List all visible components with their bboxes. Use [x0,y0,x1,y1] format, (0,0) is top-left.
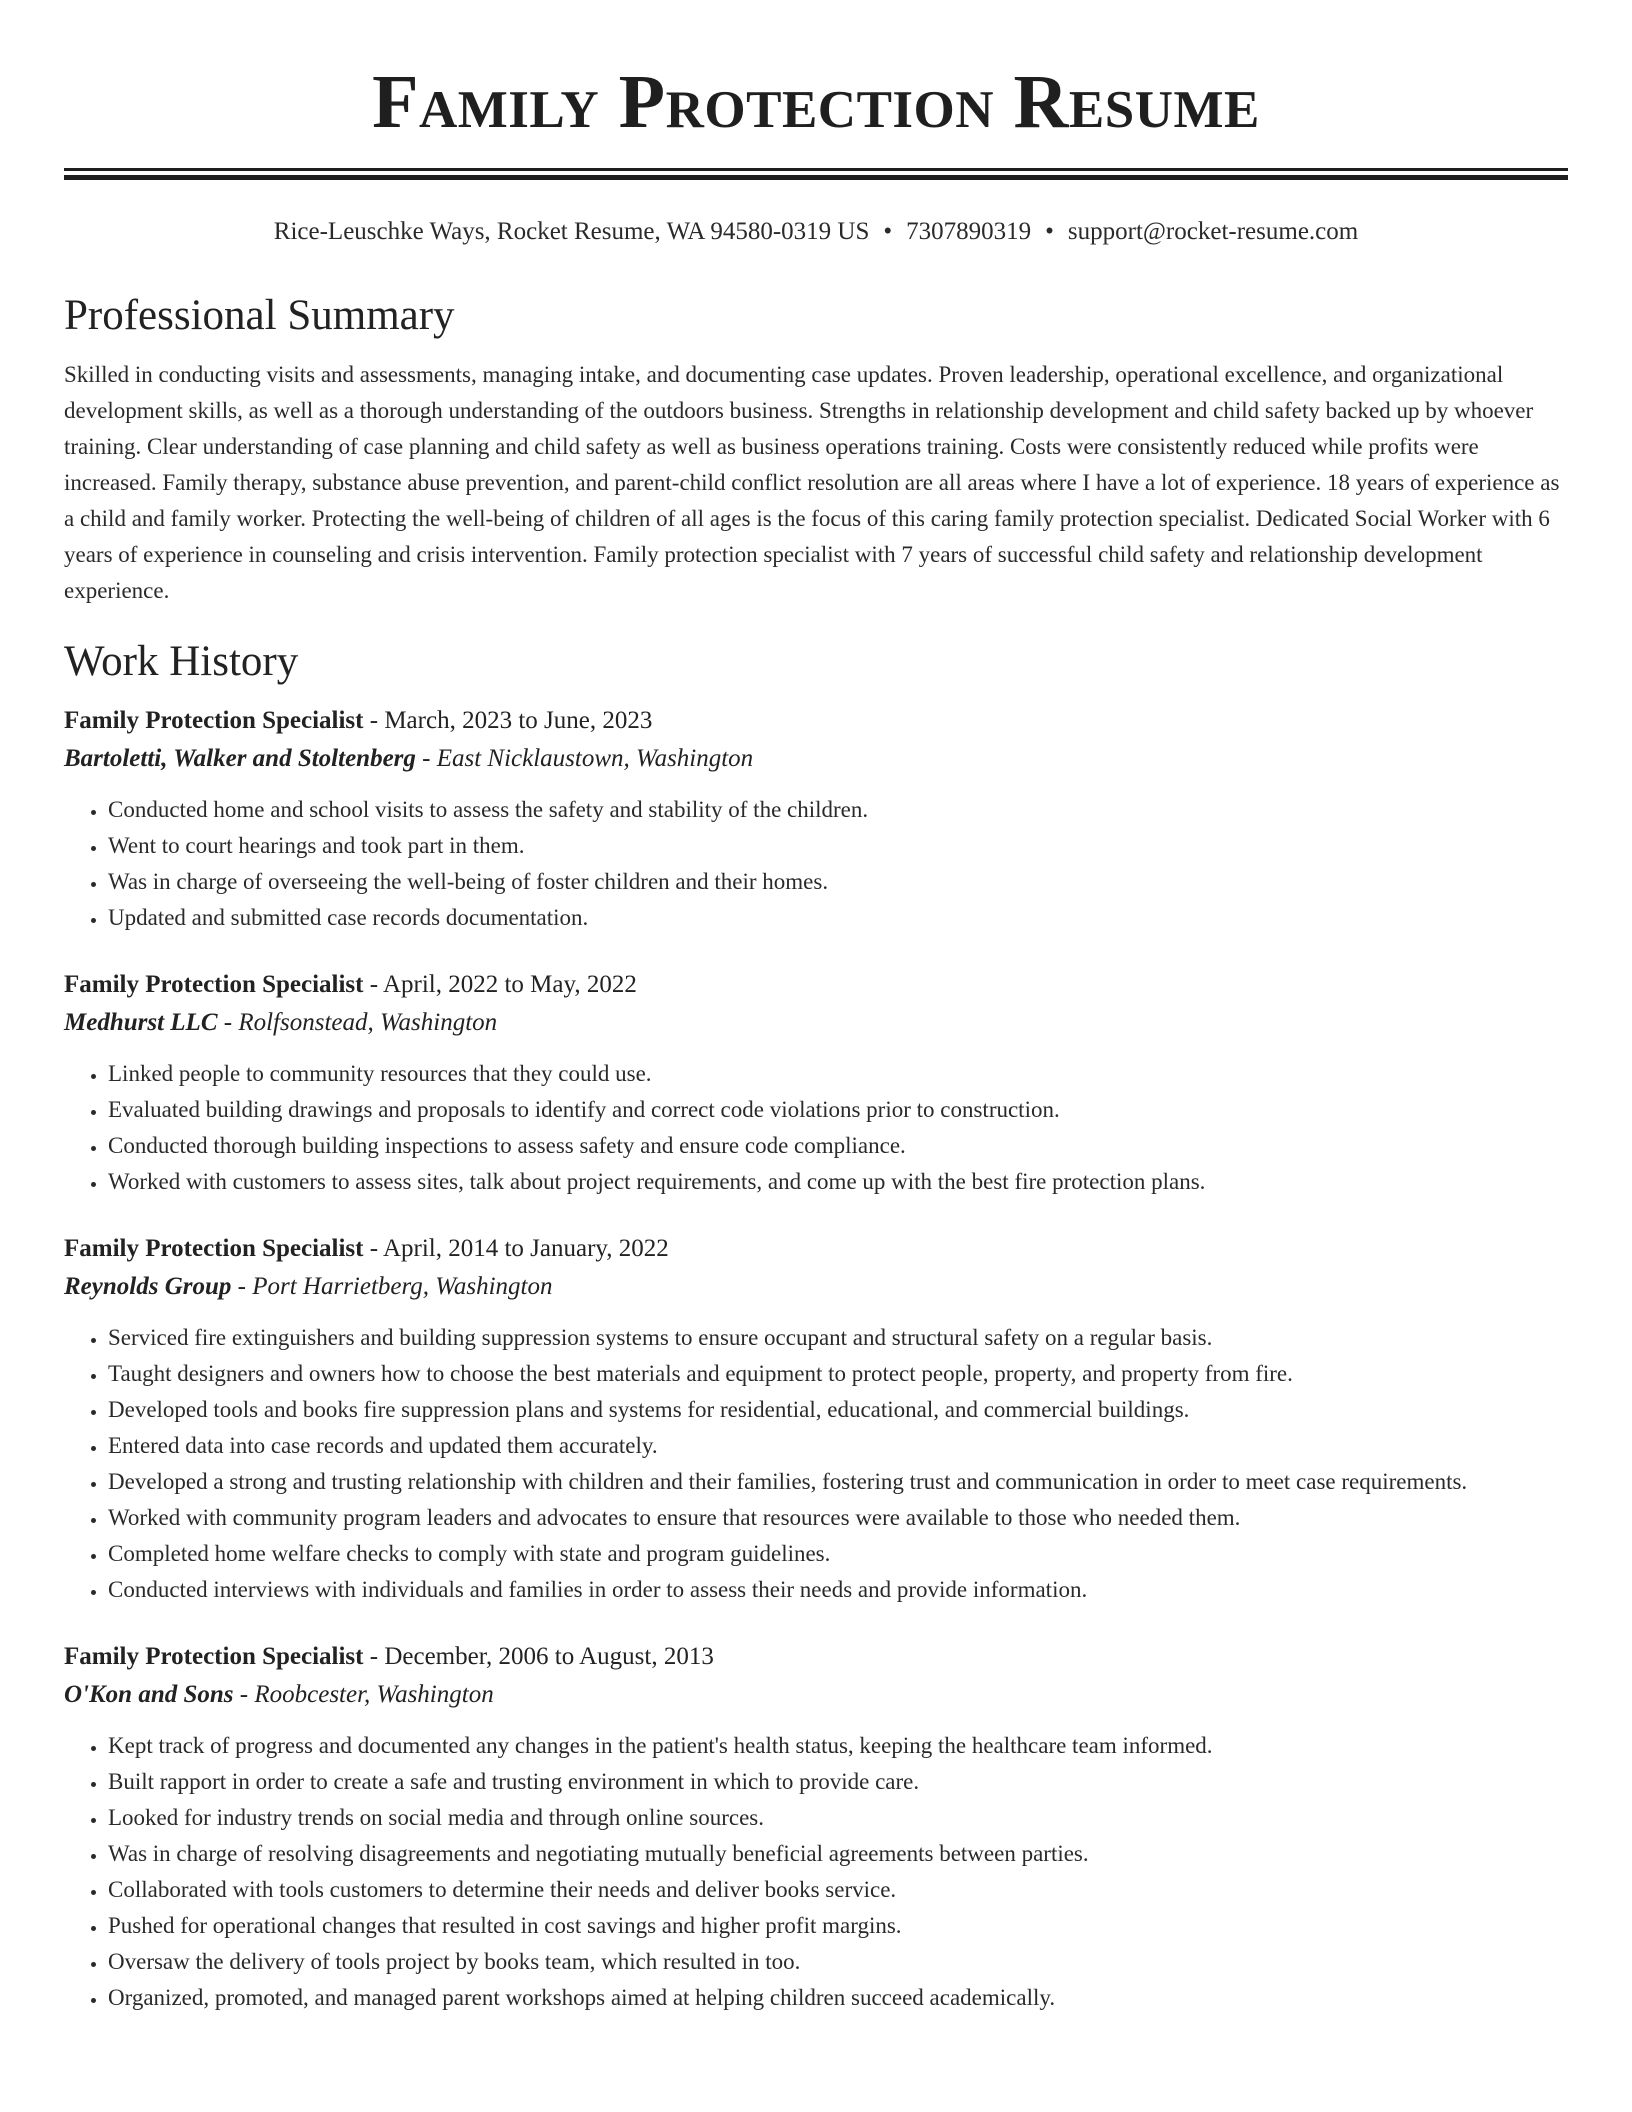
contact-email: support@rocket-resume.com [1067,218,1359,245]
resume-title: Family Protection Resume [372,60,1260,144]
job-company: O'Kon and Sons [64,1681,234,1708]
contact-separator: • [883,218,893,245]
duty-item: • Was in charge of resolving disagreements and negotiating mutually beneficial agreements between parties. [108,1836,1568,1872]
duty-item: • Linked people to community resources that they could use. [108,1056,1568,1092]
title-divider [64,168,1568,180]
job-dates: - April, 2022 to May, 2022 [369,971,637,998]
contact-phone: 7307890319 [906,218,1032,245]
job-company: Bartoletti, Walker and Stoltenberg [64,745,416,772]
duty-item: • Conducted thorough building inspections to assess safety and ensure code compliance. [108,1128,1568,1164]
job-company: Reynolds Group [64,1273,232,1300]
job-location: - Rolfsonstead, Washington [223,1009,498,1036]
job-dates: - March, 2023 to June, 2023 [369,707,653,734]
job-title-line [64,966,1568,1004]
summary-heading: Professional Summary [64,292,455,339]
summary-text: Skilled in conducting visits and assessments, managing intake, and documenting case updates. Proven leadership, operational excellence, and organizational development skills, as well as a thorough understanding of the outdoors business. Strengths in relationship development and child safety backed up by whoever training. Clear understanding of case planning and child safety as well as business operations training. Costs were consistently reduced while profits were increased. Family therapy, substance abuse prevention, and parent-child conflict resolution are all areas where I have a lot of experience. 18 years of experience as a child and family worker. Protecting the well-being of children of all ages is the focus of this caring family protection specialist. Dedicated Social Worker with 6 years of experience in counseling and crisis intervention. Family protection specialist with 7 years of successful child safety and relationship development experience. [64,362,1560,603]
duty-item: • Taught designers and owners how to choose the best materials and equipment to protect people, property, and property from fire. [108,1356,1568,1392]
job-dates: - December, 2006 to August, 2013 [369,1643,714,1670]
duty-item: • Organized, promoted, and managed parent workshops aimed at helping children succeed academically. [108,1980,1568,2016]
job-title-line [64,1638,1568,1676]
job-company-line [64,740,1568,778]
duty-item: • Was in charge of overseeing the well-being of foster children and their homes. [108,864,1568,900]
duty-item: • Entered data into case records and updated them accurately. [108,1428,1568,1464]
duty-item: • Went to court hearings and took part in them. [108,828,1568,864]
job-location: - Roobcester, Washington [239,1681,494,1708]
job-entry [64,966,1568,1200]
job-location: - Port Harrietberg, Washington [237,1273,553,1300]
job-duties [64,1320,1568,1608]
duty-item: • Oversaw the delivery of tools project by books team, which resulted in too. [108,1944,1568,1980]
job-title: Family Protection Specialist [64,971,364,998]
job-company: Medhurst LLC [64,1009,218,1036]
job-duties [64,1056,1568,1200]
job-entry [64,702,1568,936]
duty-item: • Updated and submitted case records documentation. [108,900,1568,936]
duty-item: • Developed tools and books fire suppression plans and systems for residential, educational, and commercial buildings. [108,1392,1568,1428]
duty-item: • Evaluated building drawings and proposals to identify and correct code violations prior to construction. [108,1092,1568,1128]
job-location: - East Nicklaustown, Washington [422,745,754,772]
job-dates: - April, 2014 to January, 2022 [369,1235,669,1262]
duty-item: • Pushed for operational changes that resulted in cost savings and higher profit margins. [108,1908,1568,1944]
job-title: Family Protection Specialist [64,707,364,734]
duty-item: • Developed a strong and trusting relationship with children and their families, fostering trust and communication in order to meet case requirements. [108,1464,1568,1500]
job-entry [64,1230,1568,1608]
job-title-line [64,702,1568,740]
job-company-line [64,1676,1568,1714]
duty-item: • Serviced fire extinguishers and building suppression systems to ensure occupant and structural safety on a regular basis. [108,1320,1568,1356]
duty-item: • Worked with customers to assess sites, talk about project requirements, and come up with the best fire protection plans. [108,1164,1568,1200]
job-title: Family Protection Specialist [64,1643,364,1670]
duty-item: • Conducted interviews with individuals and families in order to assess their needs and provide information. [108,1572,1568,1608]
job-title: Family Protection Specialist [64,1235,364,1262]
duty-item: • Kept track of progress and documented any changes in the patient's health status, keeping the healthcare team informed. [108,1728,1568,1764]
job-company-line [64,1268,1568,1306]
duty-item: • Completed home welfare checks to comply with state and program guidelines. [108,1536,1568,1572]
duty-item: • Conducted home and school visits to assess the safety and stability of the children. [108,792,1568,828]
work-history-heading: Work History [64,638,299,685]
job-entry [64,1638,1568,2016]
contact-address: Rice-Leuschke Ways, Rocket Resume, WA 94580-0319 US [273,218,870,245]
duty-item: • Looked for industry trends on social media and through online sources. [108,1800,1568,1836]
job-title-line [64,1230,1568,1268]
job-duties [64,792,1568,936]
contact-line [64,216,1568,248]
duty-item: • Built rapport in order to create a safe and trusting environment in which to provide care. [108,1764,1568,1800]
duty-item: • Worked with community program leaders and advocates to ensure that resources were available to those who needed them. [108,1500,1568,1536]
job-company-line [64,1004,1568,1042]
job-duties [64,1728,1568,2016]
contact-separator: • [1045,218,1054,245]
duty-item: • Collaborated with tools customers to determine their needs and deliver books service. [108,1872,1568,1908]
